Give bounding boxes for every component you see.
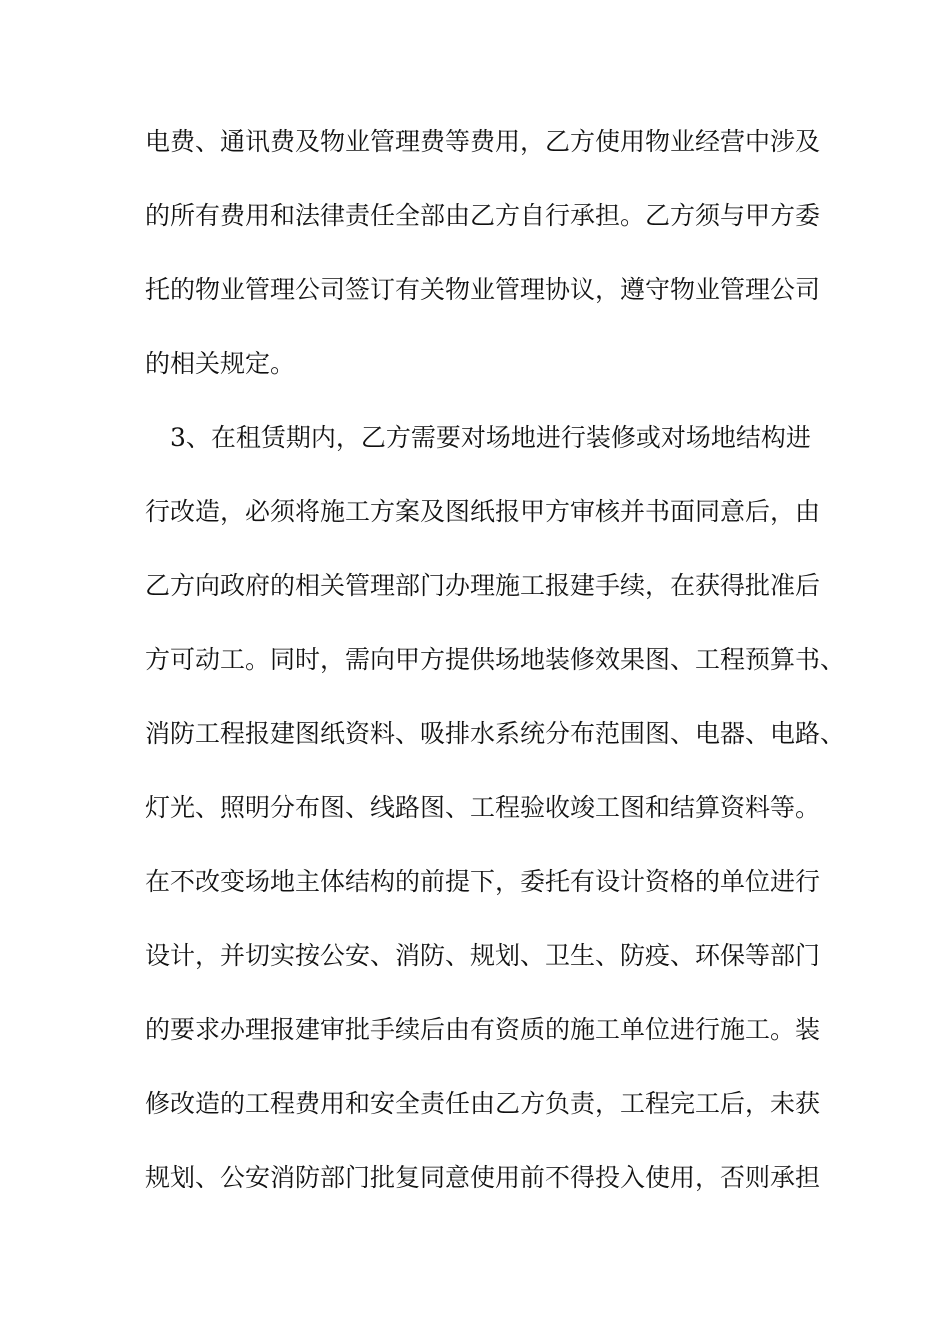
text-line: 乙方向政府的相关管理部门办理施工报建手续，在获得批准后 bbox=[145, 571, 821, 600]
text-line: 行改造，必须将施工方案及图纸报甲方审核并书面同意后，由 bbox=[145, 497, 821, 526]
text-line: 电费、通讯费及物业管理费等费用，乙方使用物业经营中涉及 bbox=[145, 127, 821, 156]
text-line: 规划、公安消防部门批复同意使用前不得投入使用，否则承担 bbox=[145, 1163, 821, 1192]
text-line: 的所有费用和法律责任全部由乙方自行承担。乙方须与甲方委 bbox=[145, 201, 821, 230]
text-line: 设计，并切实按公安、消防、规划、卫生、防疫、环保等部门 bbox=[145, 941, 821, 970]
text-line: 灯光、照明分布图、线路图、工程验收竣工图和结算资料等。 bbox=[145, 793, 821, 822]
text-line: 的要求办理报建审批手续后由有资质的施工单位进行施工。装 bbox=[145, 1015, 821, 1044]
text-line: 托的物业管理公司签订有关物业管理协议，遵守物业管理公司 bbox=[145, 275, 821, 304]
text-line: 3、在租赁期内，乙方需要对场地进行装修或对场地结构进 bbox=[145, 423, 811, 452]
text-line: 的相关规定。 bbox=[145, 349, 296, 378]
text-line: 消防工程报建图纸资料、吸排水系统分布范围图、电器、电路、 bbox=[145, 719, 846, 748]
body-text bbox=[145, 127, 846, 1238]
text-line: 在不改变场地主体结构的前提下，委托有设计资格的单位进行 bbox=[145, 867, 821, 896]
text-line: 方可动工。同时，需向甲方提供场地装修效果图、工程预算书、 bbox=[145, 645, 846, 674]
text-line: 修改造的工程费用和安全责任由乙方负责，工程完工后，未获 bbox=[145, 1089, 821, 1118]
